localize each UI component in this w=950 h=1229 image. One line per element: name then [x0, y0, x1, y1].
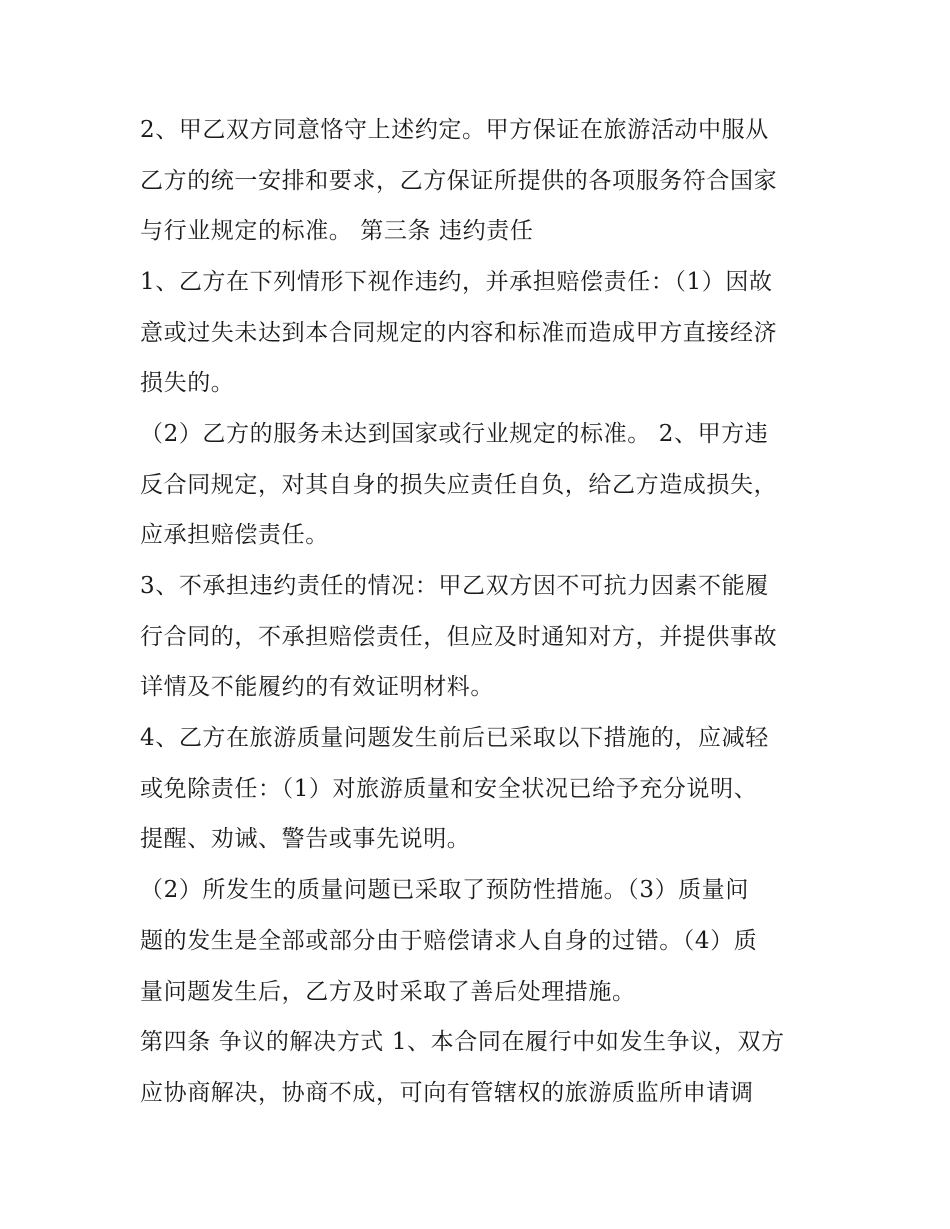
text-line: 意或过失未达到本合同规定的内容和标准而造成甲方直接经济: [140, 320, 778, 346]
text-line: 应协商解决，协商不成，可向有管辖权的旅游质监所申请调: [140, 1080, 754, 1106]
text-line: （2）乙方的服务未达到国家或行业规定的标准。 2、甲方违: [140, 421, 769, 447]
text-line: 损失的。: [140, 370, 235, 396]
text-line: 详情及不能履约的有效证明材料。: [140, 674, 494, 700]
text-line: 与行业规定的标准。 第三条 违约责任: [140, 218, 534, 244]
text-line: 量问题发生后，乙方及时采取了善后处理措施。: [140, 979, 636, 1005]
text-line: 第四条 争议的解决方式 1、本合同在履行中如发生争议，双方: [140, 1029, 785, 1055]
text-line: 1、乙方在下列情形下视作违约，并承担赔偿责任：（1）因故: [140, 269, 773, 295]
text-line: 2、甲乙双方同意恪守上述约定。甲方保证在旅游活动中服从: [140, 117, 769, 143]
text-line: 行合同的，不承担赔偿责任，但应及时通知对方，并提供事故: [140, 624, 778, 650]
text-line: 3、不承担违约责任的情况：甲乙双方因不可抗力因素不能履: [140, 573, 769, 599]
text-line: 乙方的统一安排和要求，乙方保证所提供的各项服务符合国家: [140, 168, 778, 194]
text-line: 提醒、劝诫、警告或事先说明。: [140, 826, 471, 852]
text-line: 反合同规定，对其自身的损失应责任自负，给乙方造成损失，: [140, 472, 778, 498]
text-line: 应承担赔偿责任。: [140, 522, 329, 548]
text-line: 4、乙方在旅游质量问题发生前后已采取以下措施的，应减轻: [140, 725, 769, 751]
text-line: 或免除责任：（1）对旅游质量和安全状况已给予充分说明、: [140, 776, 758, 802]
text-line: 题的发生是全部或部分由于赔偿请求人自身的过错。（4）质: [140, 928, 758, 954]
text-line: （2）所发生的质量问题已采取了预防性措施。（3）质量问: [140, 877, 749, 903]
